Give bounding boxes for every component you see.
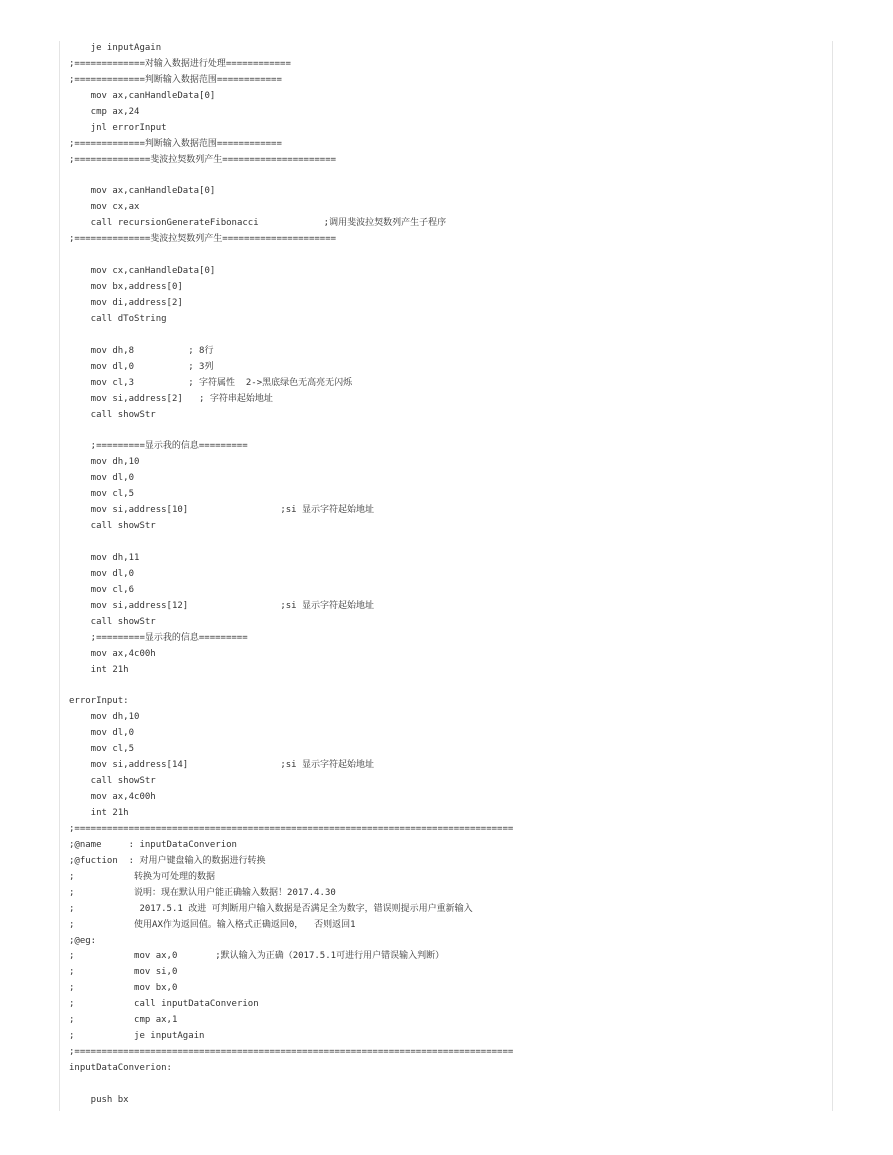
code-line: call showStr: [69, 776, 156, 787]
code-line: mov si,address[10] ;si 显示字符起始地址: [69, 505, 374, 516]
code-line: ;=========显示我的信息=========: [69, 632, 248, 643]
code-line: ; cmp ax,1: [69, 1015, 178, 1026]
code-line: mov dl,0 ; 3列: [69, 361, 214, 372]
code-line: jnl errorInput: [69, 122, 167, 133]
code-line: mov dl,0: [69, 568, 135, 579]
code-line: mov dh,8 ; 8行: [69, 345, 214, 356]
code-line: mov cx,ax: [69, 202, 140, 213]
code-line: ;=================================================================================: [69, 1047, 514, 1058]
code-line: ;==============斐波拉契数列产生=====================: [69, 154, 337, 165]
code-line: push bx: [69, 1094, 129, 1105]
code-line: int 21h: [69, 664, 129, 675]
code-line: [69, 328, 513, 344]
code-line: je inputAgain: [69, 43, 162, 53]
code-line: ; 2017.5.1 改进 可判断用户输入数据是否满足全为数字，错误则提示用户重新输入: [69, 903, 473, 914]
code-line: mov di,address[2]: [69, 298, 183, 308]
code-line: [69, 679, 513, 695]
code-line: mov dl,0: [69, 473, 135, 484]
code-line: ;=========显示我的信息=========: [69, 441, 248, 452]
code-line: mov cl,6: [69, 584, 135, 595]
code-line: ;@fuction : 对用户键盘输入的数据进行转换: [69, 855, 266, 866]
code-line: ; call inputDataConverion: [69, 999, 259, 1010]
code-line: ; 转换为可处理的数据: [69, 871, 216, 882]
code-line: [69, 169, 513, 185]
code-line: call showStr: [69, 409, 156, 420]
code-line: ; 说明：现在默认用户能正确输入数据！2017.4.30: [69, 887, 336, 898]
code-line: ;=============对输入数据进行处理============: [69, 58, 291, 69]
code-line: ;==============斐波拉契数列产生=====================: [69, 234, 337, 245]
code-line: ;=================================================================================: [69, 823, 514, 834]
code-block: [69, 41, 513, 1109]
code-line: mov dh,11: [69, 553, 140, 563]
code-line: mov ax,4c00h: [69, 648, 156, 659]
code-line: mov cl,3 ; 字符属性 2->黑底绿色无高亮无闪烁: [69, 377, 353, 388]
code-line: inputDataConverion:: [69, 1063, 172, 1073]
code-line: mov cl,5: [69, 744, 135, 755]
code-line: ;@name : inputDataConverion: [69, 839, 237, 850]
code-line: ;=============判断输入数据范围============: [69, 74, 282, 85]
code-line: mov dh,10: [69, 712, 140, 723]
document-page: [59, 41, 833, 1111]
code-line: ; mov ax,0 ;默认输入为正确（2017.5.1可进行用户错误输入判断）: [69, 951, 445, 962]
code-line: ; je inputAgain: [69, 1031, 205, 1042]
code-line: mov cl,5: [69, 489, 135, 500]
code-line: ;=============判断输入数据范围============: [69, 138, 282, 149]
code-line: [69, 1077, 513, 1093]
code-line: mov si,address[12] ;si 显示字符起始地址: [69, 600, 374, 611]
code-line: ; mov bx,0: [69, 983, 178, 994]
code-line: call showStr: [69, 521, 156, 532]
code-line: int 21h: [69, 808, 129, 818]
code-line: call showStr: [69, 616, 156, 627]
code-line: call dToString: [69, 313, 167, 324]
code-line: mov si,address[14] ;si 显示字符起始地址: [69, 760, 374, 771]
code-line: ; 使用AX作为返回值。输入格式正确返回0， 否则返回1: [69, 919, 356, 930]
code-line: mov ax,canHandleData[0]: [69, 90, 216, 101]
code-line: mov dl,0: [69, 728, 135, 739]
code-line: mov ax,canHandleData[0]: [69, 186, 216, 197]
code-line: ; mov si,0: [69, 967, 178, 978]
code-line: cmp ax,24: [69, 106, 140, 117]
code-line: call recursionGenerateFibonacci ;调用斐波拉契数列产生子程序: [69, 218, 447, 229]
code-line: [69, 248, 513, 264]
code-line: mov dh,10: [69, 457, 140, 468]
code-line: [69, 535, 513, 551]
code-line: errorInput:: [69, 696, 129, 707]
code-line: mov cx,canHandleData[0]: [69, 266, 216, 277]
code-line: ;@eg:: [69, 935, 97, 946]
code-line: [69, 424, 513, 440]
code-line: mov bx,address[0]: [69, 282, 183, 293]
code-line: mov si,address[2] ; 字符串起始地址: [69, 393, 273, 404]
code-line: mov ax,4c00h: [69, 792, 156, 803]
